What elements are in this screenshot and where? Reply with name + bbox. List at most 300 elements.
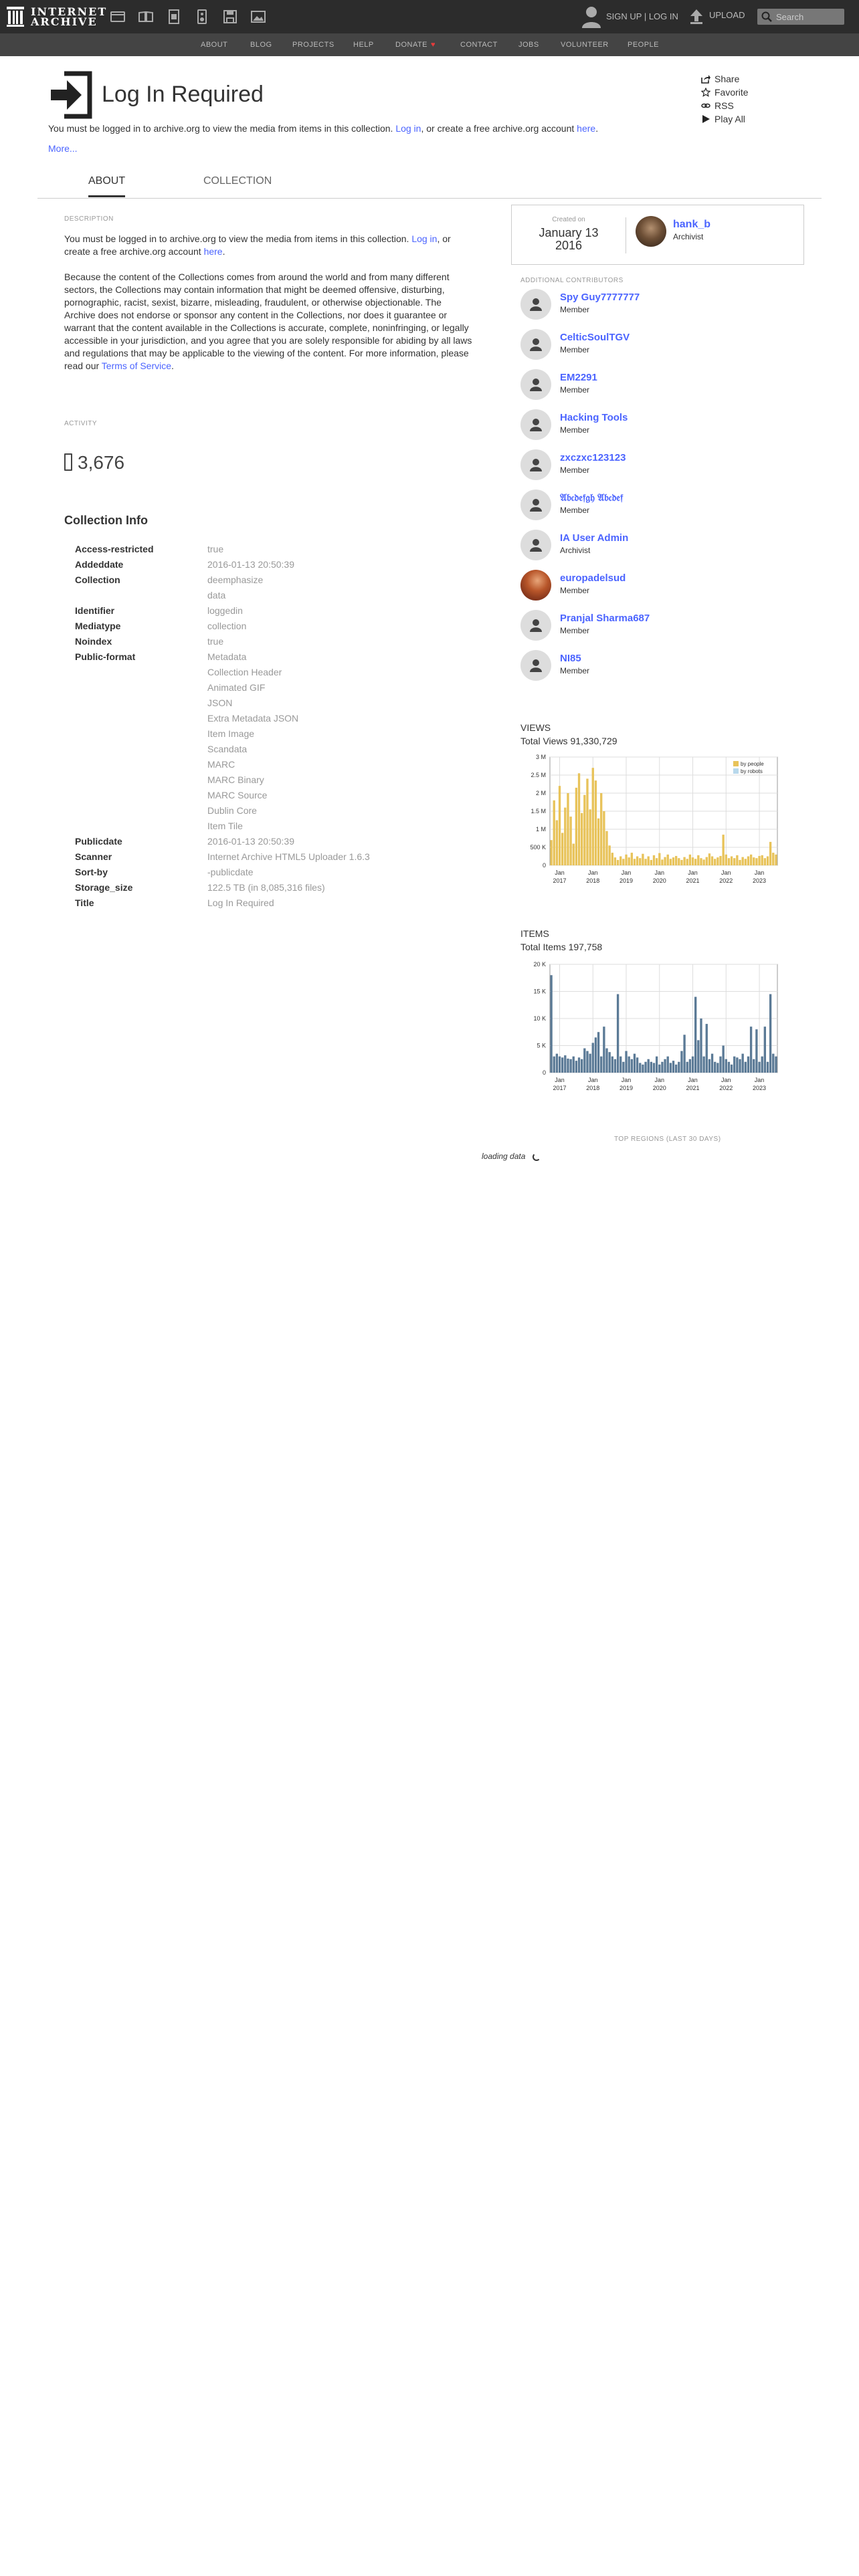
favorite-label: Favorite [714, 87, 749, 98]
data-bar [592, 1043, 594, 1073]
contributor-name-link[interactable]: zxczxc123123 [560, 452, 626, 463]
info-value: collection [207, 621, 247, 631]
data-bar [661, 859, 663, 865]
data-bar [708, 1059, 710, 1073]
x-tick-year: 2021 [686, 1085, 700, 1091]
data-bar [775, 1057, 777, 1073]
contributor-name-link[interactable]: NI85 [560, 653, 581, 664]
search-input[interactable] [776, 11, 840, 23]
contributor-avatar[interactable] [520, 530, 551, 560]
created-date-year: 2016 [555, 239, 583, 252]
data-bar [767, 857, 769, 866]
data-bar [595, 780, 597, 865]
data-bar [603, 811, 605, 865]
data-bar [675, 856, 677, 865]
info-values [207, 834, 294, 849]
person-icon [520, 409, 551, 440]
data-bar [680, 1051, 682, 1073]
rss-icon [701, 101, 710, 110]
info-value: deemphasize [207, 574, 264, 585]
x-tick-year: 2020 [652, 1085, 666, 1091]
info-key: Sort-by [75, 867, 108, 877]
data-bar [569, 1059, 571, 1073]
data-bar [725, 855, 727, 865]
data-bar [711, 1054, 713, 1073]
page-title: Log In Required [102, 82, 264, 107]
created-date-day: January 13 [539, 226, 599, 239]
x-tick-year: 2022 [719, 877, 733, 884]
contributor-avatar[interactable] [520, 329, 551, 360]
data-bar [692, 1057, 694, 1073]
x-tick-month: Jan [555, 869, 565, 876]
contributor-item[interactable] [520, 329, 788, 362]
data-bar [736, 855, 738, 865]
info-key: Scanner [75, 851, 112, 862]
data-bar [750, 1027, 752, 1073]
person-icon [520, 530, 551, 560]
data-bar [672, 1061, 674, 1073]
nav-contact[interactable]: CONTACT [460, 41, 498, 49]
data-bar [650, 1062, 652, 1073]
x-tick-month: Jan [621, 1077, 632, 1083]
software-icon[interactable] [222, 9, 238, 25]
contributor-name-link[interactable]: 𝔄𝔟𝔠𝔡𝔢𝔣𝔤𝔥 𝔄𝔟𝔠𝔡𝔢𝔣 [560, 492, 624, 504]
contributor-name-link[interactable]: EM2291 [560, 372, 597, 383]
data-bar [772, 1054, 774, 1073]
nav-projects[interactable]: PROJECTS [292, 41, 335, 49]
data-bar [717, 1063, 719, 1073]
data-bar [722, 835, 724, 865]
person-icon [520, 650, 551, 681]
data-bar [589, 1054, 591, 1073]
info-value: 2016-01-13 20:50:39 [207, 836, 294, 847]
person-icon [520, 289, 551, 320]
data-bar [578, 773, 580, 865]
contributor-avatar[interactable] [520, 409, 551, 440]
data-bar [706, 1024, 708, 1073]
data-bar [741, 857, 743, 865]
info-values [207, 634, 223, 649]
info-key: Collection [75, 574, 120, 585]
contributor-name-link[interactable]: Spy Guy7777777 [560, 292, 640, 303]
info-value: data [207, 590, 226, 601]
share-icon [701, 74, 710, 84]
y-tick-label: 5 K [537, 1042, 546, 1049]
data-bar [731, 857, 733, 866]
creator-role: Archivist [673, 232, 704, 241]
contributor-role: Member [560, 586, 590, 595]
x-tick-year: 2019 [619, 877, 634, 884]
data-bar [625, 1051, 627, 1073]
data-bar [648, 1059, 650, 1073]
creator-avatar[interactable] [636, 216, 666, 247]
data-bar [658, 1065, 660, 1073]
data-bar [550, 975, 552, 1073]
web-icon[interactable] [110, 9, 126, 25]
contributor-item[interactable] [520, 409, 788, 443]
legend-swatch [733, 761, 739, 766]
activity-icon [64, 453, 72, 471]
contributor-name-link[interactable]: europadelsud [560, 572, 626, 584]
data-bar [578, 1057, 580, 1073]
data-bar [758, 856, 760, 865]
login-icon [48, 71, 94, 119]
legend-label: by people [741, 761, 764, 767]
search-icon[interactable] [761, 11, 772, 22]
info-key: Publicdate [75, 836, 122, 847]
info-key: Noindex [75, 636, 112, 647]
description-paragraph-2 [64, 271, 474, 372]
y-tick-label: 500 K [530, 844, 546, 851]
x-tick-month: Jan [654, 869, 665, 876]
contributor-item[interactable] [520, 449, 788, 483]
data-bar [650, 860, 652, 865]
data-bar [634, 859, 636, 865]
nav-about[interactable]: ABOUT [201, 41, 228, 49]
contributor-role: Member [560, 506, 590, 515]
contributor-avatar[interactable] [520, 289, 551, 320]
activity-count[interactable]: 3,676 [78, 452, 125, 473]
x-tick-month: Jan [555, 1077, 565, 1083]
archive-building-icon [7, 7, 24, 27]
user-icon[interactable] [581, 5, 602, 28]
info-values [207, 849, 370, 865]
contributor-item[interactable] [520, 610, 788, 643]
data-bar [670, 1063, 672, 1073]
nav-donate-label: DONATE [395, 41, 428, 49]
data-bar [556, 821, 558, 866]
data-bar [675, 1065, 677, 1073]
x-tick-year: 2021 [686, 877, 700, 884]
info-value: 2016-01-13 20:50:39 [207, 559, 294, 570]
info-value: 122.5 TB (in 8,085,316 files) [207, 882, 325, 893]
upload-icon[interactable] [689, 8, 704, 24]
contributor-role: Member [560, 626, 590, 635]
info-values [207, 619, 246, 634]
contributor-role: Member [560, 425, 590, 435]
play-all-button[interactable] [701, 112, 749, 126]
collection-description [64, 233, 474, 372]
star-icon [701, 88, 710, 97]
data-bar [745, 859, 747, 865]
data-bar [694, 997, 696, 1073]
data-bar [550, 840, 552, 865]
info-value: Metadata [207, 651, 247, 662]
data-bar [644, 1062, 646, 1073]
contributor-avatar[interactable] [520, 570, 551, 601]
data-bar [597, 819, 599, 865]
data-bar [733, 858, 735, 865]
tab-about[interactable]: ABOUT [88, 175, 125, 197]
data-bar [700, 1018, 702, 1073]
contributor-item[interactable] [520, 570, 788, 603]
x-tick-month: Jan [754, 1077, 765, 1083]
data-bar [605, 831, 607, 865]
contributor-avatar[interactable] [520, 650, 551, 681]
y-tick-label: 2 M [535, 790, 546, 796]
data-bar [728, 858, 730, 865]
favorite-button[interactable] [701, 86, 749, 99]
data-bar [761, 855, 763, 865]
contributor-role: Member [560, 385, 590, 395]
x-tick-month: Jan [721, 869, 731, 876]
contributor-avatar[interactable] [520, 610, 551, 641]
description-text: Because the content of the Collections comes from around the world and from many different sectors, the Collections may contain information that might be deemed offensive, disturbing, pornographic, racist, sexist, bizarre, misleading, fraudulent, or otherwise objectionable. The Archive does not endorse or sponsor any content in the Collections, nor does it guarantee or warrant that the content available in the Collections is accurate, complete, noninfringing, or legally accessible in your jurisdiction, and you agree that you are solely responsible for abiding by all laws and regulations that may be applicable to the viewing of the content. For more information, please read our [64, 272, 472, 371]
x-tick-month: Jan [654, 1077, 665, 1083]
y-tick-label: 1 M [535, 826, 546, 833]
video-icon[interactable] [166, 9, 182, 25]
login-link[interactable]: Log in [395, 123, 421, 134]
data-bar [586, 1051, 588, 1073]
info-values [207, 542, 223, 557]
collection-info-title: Collection Info [64, 514, 148, 527]
data-bar [559, 1057, 561, 1073]
nav-people[interactable]: PEOPLE [628, 41, 660, 49]
info-value: true [207, 636, 224, 647]
data-bar [573, 844, 575, 865]
data-bar [619, 1057, 622, 1073]
info-row [75, 603, 370, 619]
created-on-date [512, 227, 626, 252]
more-link[interactable]: More... [48, 143, 78, 154]
data-bar [559, 786, 561, 865]
data-bar [755, 1029, 757, 1073]
contributor-avatar[interactable] [520, 490, 551, 520]
person-icon [520, 369, 551, 400]
data-bar [617, 994, 619, 1073]
contributor-role: Member [560, 666, 590, 675]
data-bar [581, 1059, 583, 1073]
create-account-link[interactable]: here [203, 246, 223, 257]
data-bar [586, 778, 588, 865]
data-bar [764, 858, 766, 865]
loading-spinner-icon [533, 1153, 541, 1161]
x-tick-month: Jan [754, 869, 765, 876]
description-text: You must be logged in to archive.org to view the media from items in this collection. [64, 233, 412, 244]
search-box [757, 9, 844, 25]
nav-help[interactable]: HELP [353, 41, 374, 49]
x-tick-month: Jan [588, 1077, 598, 1083]
data-bar [561, 1057, 563, 1073]
data-bar [614, 1059, 616, 1073]
data-bar [605, 1049, 607, 1073]
x-tick-month: Jan [688, 1077, 698, 1083]
contributor-avatar[interactable] [520, 369, 551, 400]
audio-icon[interactable] [194, 9, 210, 25]
tab-collection[interactable]: COLLECTION [203, 175, 272, 187]
info-value: JSON [207, 697, 233, 708]
contributor-name-link[interactable]: CelticSoulTGV [560, 332, 630, 343]
data-bar [564, 808, 566, 865]
data-bar [581, 813, 583, 865]
info-values [207, 649, 298, 834]
play-all-label: Play All [714, 114, 745, 124]
data-bar [722, 1046, 724, 1073]
data-bar [567, 793, 569, 865]
info-value: MARC Source [207, 790, 268, 800]
contributor-name-link[interactable]: Pranjal Sharma687 [560, 613, 650, 624]
rss-label: RSS [714, 100, 734, 111]
signup-login-link[interactable]: SIGN UP | LOG IN [606, 11, 678, 21]
data-bar [719, 1057, 721, 1073]
data-bar [611, 853, 613, 865]
data-bar [678, 1062, 680, 1073]
legend-label: by robots [741, 768, 763, 774]
y-tick-label: 2.5 M [531, 772, 546, 778]
info-value: Dublin Core [207, 805, 257, 816]
texts-icon[interactable] [138, 9, 154, 25]
data-bar [753, 1059, 755, 1073]
data-bar [755, 858, 757, 865]
x-tick-year: 2018 [586, 1085, 600, 1091]
views-chart [520, 753, 781, 891]
data-bar [575, 1061, 577, 1073]
contributor-item[interactable] [520, 490, 788, 523]
description-text: . [222, 246, 225, 257]
info-values [207, 572, 263, 603]
info-row [75, 619, 370, 634]
upload-link[interactable]: UPLOAD [709, 10, 745, 20]
data-bar [747, 1057, 749, 1073]
data-bar [583, 795, 585, 865]
info-values [207, 880, 325, 895]
data-bar [717, 857, 719, 865]
info-row [75, 834, 370, 849]
info-value: MARC Binary [207, 774, 264, 785]
nav-blog[interactable]: BLOG [250, 41, 272, 49]
contributor-name-link[interactable]: Hacking Tools [560, 412, 628, 423]
data-bar [642, 1065, 644, 1073]
rss-button[interactable] [701, 99, 749, 112]
data-bar [619, 857, 622, 866]
data-bar [553, 1057, 555, 1073]
data-bar [694, 859, 696, 865]
activity-label: ACTIVITY [64, 420, 98, 427]
data-bar [661, 1062, 663, 1073]
info-key: Identifier [75, 605, 115, 616]
contributor-name-link[interactable]: IA User Admin [560, 532, 629, 544]
info-key: Title [75, 897, 94, 908]
contributor-role: Archivist [560, 546, 591, 555]
terms-of-service-link[interactable]: Terms of Service [101, 360, 172, 371]
nav-volunteer[interactable]: VOLUNTEER [561, 41, 609, 49]
top-regions-label: TOP REGIONS (LAST 30 DAYS) [614, 1136, 721, 1143]
info-value: MARC [207, 759, 235, 770]
data-bar [686, 1062, 688, 1073]
loading-text: loading data [482, 1152, 526, 1161]
data-bar [639, 1063, 641, 1073]
data-bar [628, 857, 630, 865]
data-bar [670, 859, 672, 865]
logo-text [31, 7, 107, 27]
data-bar [667, 855, 669, 865]
data-bar [733, 1057, 735, 1073]
tabs-divider [37, 198, 822, 199]
contributor-role: Member [560, 345, 590, 354]
y-tick-label: 3 M [535, 754, 546, 760]
info-row [75, 572, 370, 603]
y-tick-label: 15 K [533, 988, 546, 995]
data-bar [608, 845, 610, 865]
info-value: Extra Metadata JSON [207, 713, 299, 724]
data-bar [686, 859, 688, 865]
info-value: Collection Header [207, 667, 282, 677]
data-bar [644, 859, 646, 865]
data-bar [583, 1049, 585, 1073]
heart-icon: ♥ [431, 41, 436, 49]
images-icon[interactable] [250, 9, 266, 25]
legend-swatch [733, 768, 739, 774]
x-tick-month: Jan [688, 869, 698, 876]
data-bar [700, 858, 702, 865]
share-button[interactable] [701, 72, 749, 86]
info-value: true [207, 544, 224, 554]
y-tick-label: 0 [542, 1069, 546, 1076]
data-bar [711, 857, 713, 866]
creator-name-link[interactable]: hank_b [673, 219, 711, 230]
person-icon [520, 449, 551, 480]
info-row [75, 649, 370, 834]
data-bar [736, 1057, 738, 1073]
info-value: Log In Required [207, 897, 274, 908]
info-value: -publicdate [207, 867, 254, 877]
y-tick-label: 1.5 M [531, 808, 546, 815]
secondary-navigation [0, 33, 859, 56]
contributor-item[interactable] [520, 289, 788, 322]
data-bar [653, 855, 655, 865]
login-required-message [48, 123, 598, 134]
internet-archive-logo[interactable] [7, 7, 107, 27]
data-bar [725, 1059, 727, 1073]
data-bar [656, 1057, 658, 1073]
info-value: Item Tile [207, 821, 243, 831]
created-on-label: Created on [552, 216, 585, 223]
contributor-item[interactable] [520, 369, 788, 403]
x-tick-year: 2023 [753, 1085, 767, 1091]
data-bar [634, 1054, 636, 1073]
data-bar [683, 1035, 685, 1073]
message-text: . [595, 123, 599, 134]
collection-info-table [75, 542, 370, 911]
contributor-item[interactable] [520, 530, 788, 563]
data-bar [631, 1059, 633, 1073]
nav-donate[interactable] [395, 41, 436, 49]
items-total: Total Items 197,758 [520, 942, 603, 952]
data-bar [639, 858, 641, 865]
x-tick-year: 2019 [619, 1085, 634, 1091]
contributor-item[interactable] [520, 650, 788, 683]
contributor-role: Member [560, 465, 590, 475]
data-bar [697, 1040, 699, 1073]
info-values [207, 603, 243, 619]
info-value: Item Image [207, 728, 255, 739]
description-text: , or create a free archive.org account [64, 233, 451, 257]
login-link[interactable]: Log in [411, 233, 438, 244]
info-value: Internet Archive HTML5 Uploader 1.6.3 [207, 851, 370, 862]
info-value: Animated GIF [207, 682, 266, 693]
y-tick-label: 10 K [533, 1015, 546, 1022]
data-bar [611, 1057, 613, 1073]
play-icon [701, 114, 710, 124]
person-icon [520, 610, 551, 641]
data-bar [753, 857, 755, 865]
data-bar [553, 800, 555, 865]
data-bar [741, 1054, 743, 1073]
create-account-link[interactable]: here [577, 123, 596, 134]
contributor-avatar[interactable] [520, 449, 551, 480]
data-bar [617, 860, 619, 865]
nav-jobs[interactable]: JOBS [518, 41, 539, 49]
